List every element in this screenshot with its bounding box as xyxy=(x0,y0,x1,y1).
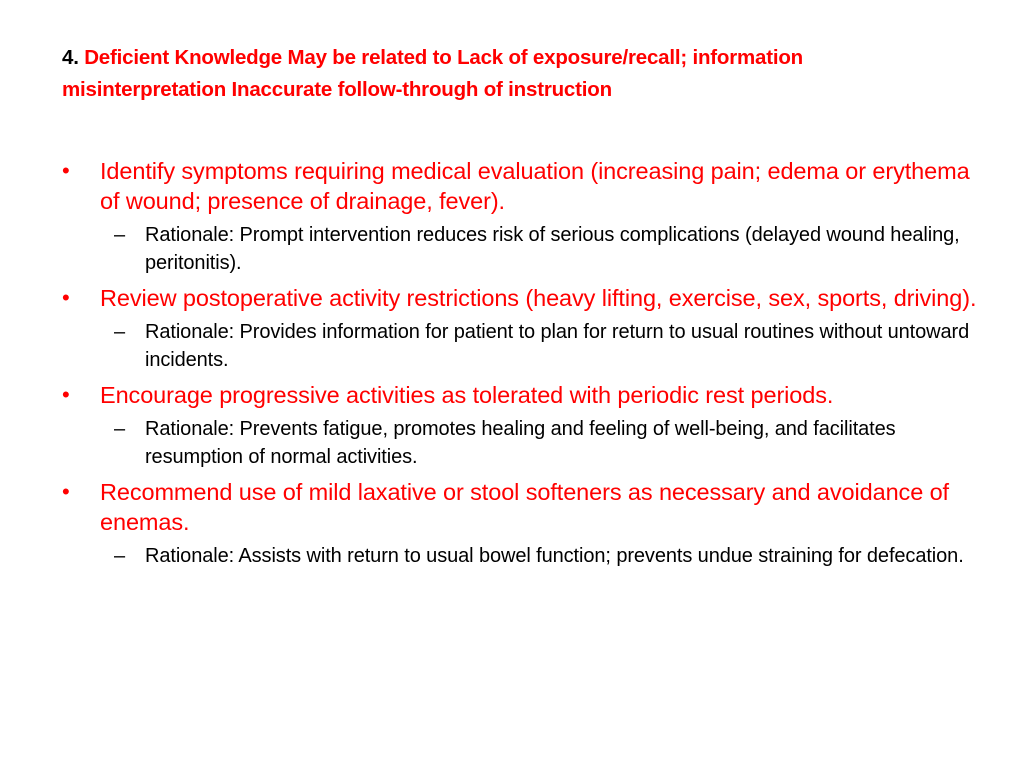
list-item xyxy=(62,477,982,570)
rationale-item xyxy=(62,542,982,570)
rationale-text: Rationale: Prevents fatigue, promotes healing and feeling of well-being, and facilitates resumption of normal activities. xyxy=(145,418,896,468)
bullet-marker: • xyxy=(62,479,70,504)
dash-marker: – xyxy=(114,545,126,567)
bullet-marker: • xyxy=(62,285,70,310)
title-text: Deficient Knowledge May be related to Lack of exposure/recall; information misinterpretation Inaccurate follow-through of instruction xyxy=(62,46,804,101)
bullet-text: Identify symptoms requiring medical evaluation (increasing pain; edema or erythema of wound; presence of drainage, fever). xyxy=(100,158,970,214)
rationale-text: Rationale: Assists with return to usual bowel function; prevents undue straining for defecation. xyxy=(145,545,964,567)
bullet-text: Review postoperative activity restrictions (heavy lifting, exercise, sex, sports, driving). xyxy=(100,285,977,311)
rationale-item xyxy=(62,318,982,374)
bullet-text: Recommend use of mild laxative or stool softeners as necessary and avoidance of enemas. xyxy=(100,479,949,535)
bullet-list xyxy=(62,156,982,576)
bullet-text: Encourage progressive activities as tolerated with periodic rest periods. xyxy=(100,382,834,408)
dash-marker: – xyxy=(114,321,126,343)
title-number: 4. xyxy=(62,46,79,69)
list-item xyxy=(62,380,982,471)
slide-title xyxy=(62,42,962,106)
rationale-text: Rationale: Provides information for patient to plan for return to usual routines without untoward incidents. xyxy=(145,321,970,371)
bullet-marker: • xyxy=(62,382,70,407)
rationale-item xyxy=(62,221,982,277)
dash-marker: – xyxy=(114,418,126,440)
bullet-marker: • xyxy=(62,158,70,183)
rationale-text: Rationale: Prompt intervention reduces risk of serious complications (delayed wound healing, peritonitis). xyxy=(145,224,960,274)
dash-marker: – xyxy=(114,224,126,246)
list-item xyxy=(62,156,982,277)
rationale-item xyxy=(62,415,982,471)
list-item xyxy=(62,283,982,374)
